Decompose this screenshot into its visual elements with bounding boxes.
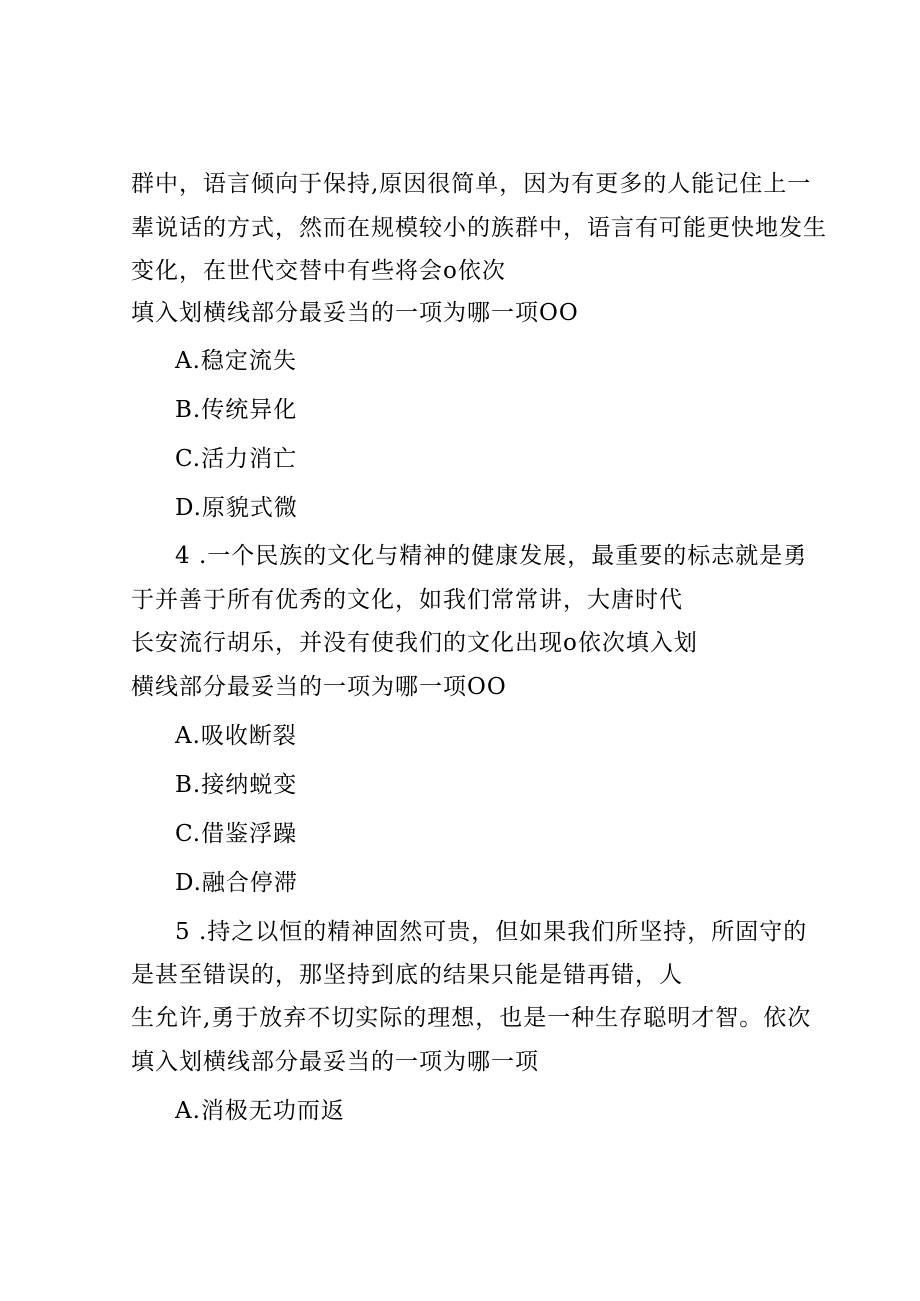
q4-option-d: D.融合停滞 [175,870,298,896]
q3-option-c: C.活力消亡 [175,446,298,472]
q4-text-line-4: 横线部分最妥当的一项为哪一项OO [131,674,507,700]
q4-option-c: C.借鉴浮躁 [175,821,298,847]
q3-option-a: A.稳定流失 [175,348,297,374]
q3-option-d: D.原貌式微 [175,495,298,521]
q3-option-b: B.传统异化 [175,397,298,423]
q5-text-line-4: 填入划横线部分最妥当的一项为哪一项 [131,1049,539,1075]
q3-text-line-3: 变化，在世代交替中有些将会o依次 [131,258,506,284]
q5-text-line-2: 是甚至错误的，那坚持到底的结果只能是错再错，人 [131,962,683,988]
q5-option-a: A.消极无功而返 [175,1098,345,1124]
q4-text-line-2: 于并善于所有优秀的文化，如我们常常讲，大唐时代 [131,587,683,613]
q3-text-line-4: 填入划横线部分最妥当的一项为哪一项OO [131,300,579,326]
q4-text-line-1: 4 .一个民族的文化与精神的健康发展，最重要的标志就是勇 [175,543,808,569]
q5-text-line-3: 生允许,勇于放弃不切实际的理想，也是一种生存聪明才智。依次 [131,1005,812,1031]
q3-text-line-2: 辈说话的方式，然而在规模较小的族群中，语言有可能更快地发生 [131,215,827,241]
q4-text-line-3: 长安流行胡乐，并没有使我们的文化出现o依次填入划 [131,630,698,656]
q4-option-a: A.吸收断裂 [175,723,297,749]
q3-text-line-1: 群中，语言倾向于保持,原因很简单，因为有更多的人能记住上一 [131,171,812,197]
q5-text-line-1: 5 .持之以恒的精神固然可贵，但如果我们所坚持，所固守的 [175,919,808,945]
q4-option-b: B.接纳蜕变 [175,772,298,798]
